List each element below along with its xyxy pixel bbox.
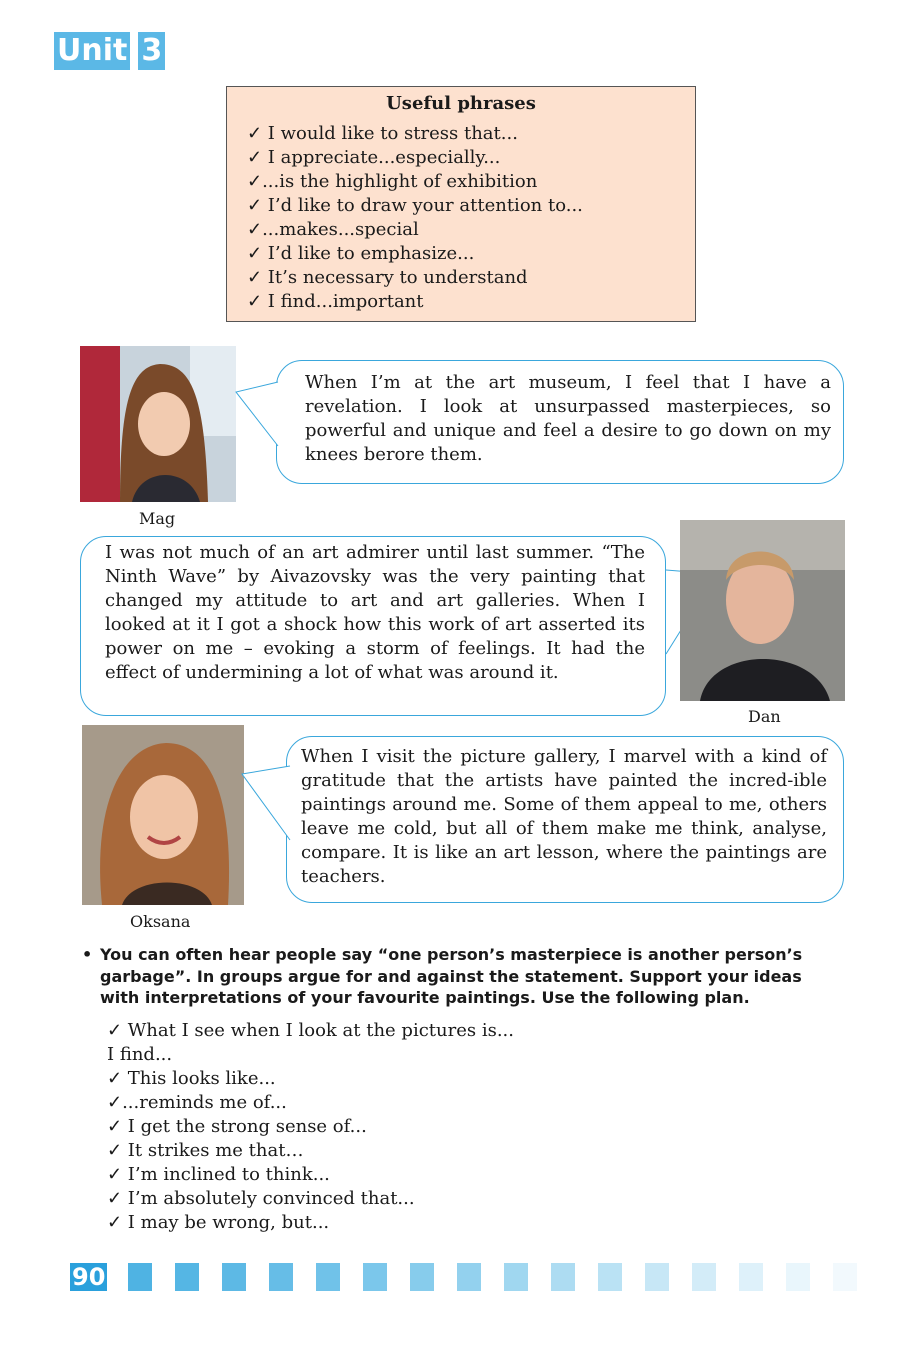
decor-square bbox=[269, 1263, 293, 1291]
task-text: You can often hear people say “one person’s masterpiece is another person’s garbage”. In groups argue for and against the statement. Support your ideas with interpretations of your favourite paintings. Use the following plan. bbox=[100, 945, 803, 1007]
mag-speech-text: When I’m at the art museum, I feel that I have a revelation. I look at unsurpassed masterpieces, so powerful and unique and feel a desire to go down on my knees berore them. bbox=[305, 372, 831, 465]
decor-square bbox=[833, 1263, 857, 1291]
task-bullet: • bbox=[82, 945, 93, 964]
decor-square bbox=[598, 1263, 622, 1291]
oksana-caption: Oksana bbox=[130, 912, 191, 931]
list-item: ✓ What I see when I look at the pictures is... bbox=[107, 1020, 514, 1041]
dan-caption: Dan bbox=[748, 707, 781, 726]
decor-square bbox=[739, 1263, 763, 1291]
list-item: ✓ I would like to stress that... bbox=[247, 123, 518, 144]
list-item: ✓ I’d like to emphasize... bbox=[247, 243, 475, 264]
list-item: ✓ I’d like to draw your attention to... bbox=[247, 195, 583, 216]
useful-phrases-list bbox=[247, 122, 695, 314]
list-item: ✓ It’s necessary to understand bbox=[247, 267, 528, 288]
decor-square bbox=[316, 1263, 340, 1291]
decor-square bbox=[457, 1263, 481, 1291]
task-instruction bbox=[82, 944, 846, 1009]
unit-badge bbox=[54, 32, 165, 70]
unit-number: 3 bbox=[138, 32, 165, 70]
decor-square bbox=[363, 1263, 387, 1291]
list-item: ✓ This looks like... bbox=[107, 1068, 276, 1089]
plan-list bbox=[107, 1019, 514, 1235]
mag-bubble-pointer bbox=[232, 380, 282, 450]
decor-square bbox=[222, 1263, 246, 1291]
list-item: ✓ I get the strong sense of... bbox=[107, 1116, 367, 1137]
useful-phrases-box bbox=[226, 86, 696, 322]
decor-square bbox=[410, 1263, 434, 1291]
decor-square bbox=[645, 1263, 669, 1291]
mag-photo bbox=[80, 346, 236, 502]
list-item: ✓ I appreciate...especially... bbox=[247, 147, 501, 168]
page-footer bbox=[70, 1263, 918, 1293]
list-item: I find... bbox=[107, 1044, 173, 1065]
list-item: ✓ I may be wrong, but... bbox=[107, 1212, 330, 1233]
decor-square bbox=[692, 1263, 716, 1291]
list-item: ✓ I find...important bbox=[247, 291, 424, 312]
list-item: ✓ It strikes me that… bbox=[107, 1140, 304, 1161]
page-number: 90 bbox=[72, 1263, 106, 1291]
dan-speech-bubble bbox=[80, 536, 666, 716]
decor-square bbox=[175, 1263, 199, 1291]
decor-square bbox=[786, 1263, 810, 1291]
list-item: ✓...reminds me of... bbox=[107, 1092, 287, 1113]
unit-label: Unit bbox=[54, 32, 130, 70]
useful-phrases-title: Useful phrases bbox=[386, 93, 536, 114]
oksana-photo bbox=[82, 725, 244, 905]
list-item: ✓ I’m absolutely convinced that... bbox=[107, 1188, 415, 1209]
mag-caption: Mag bbox=[139, 509, 176, 528]
mag-speech-bubble bbox=[276, 360, 844, 484]
oksana-speech-text: When I visit the picture gallery, I marvel with a kind of gratitude that the artists have painted the incred-ible paintings around me. Some of them appeal to me, others leave me cold, but all of them make me think, analyse, compare. It is like an art lesson, where the paintings are teachers. bbox=[301, 746, 827, 887]
dan-speech-text: I was not much of an art admirer until last summer. “The Ninth Wave” by Aivazovsky was the very painting that changed my attitude to art and art galleries. When I looked at it I got a shock how this work of art asserted its power on me – evoking a storm of feelings. It had the effect of undermining a lot of what was around it. bbox=[105, 542, 645, 683]
list-item: ✓...makes...special bbox=[247, 219, 419, 240]
decor-square bbox=[128, 1263, 152, 1291]
decor-square bbox=[551, 1263, 575, 1291]
oksana-speech-bubble bbox=[286, 736, 844, 903]
dan-photo bbox=[680, 520, 845, 701]
list-item: ✓ I’m inclined to think... bbox=[107, 1164, 330, 1185]
list-item: ✓...is the highlight of exhibition bbox=[247, 171, 538, 192]
decorative-squares bbox=[128, 1263, 857, 1291]
decor-square bbox=[504, 1263, 528, 1291]
